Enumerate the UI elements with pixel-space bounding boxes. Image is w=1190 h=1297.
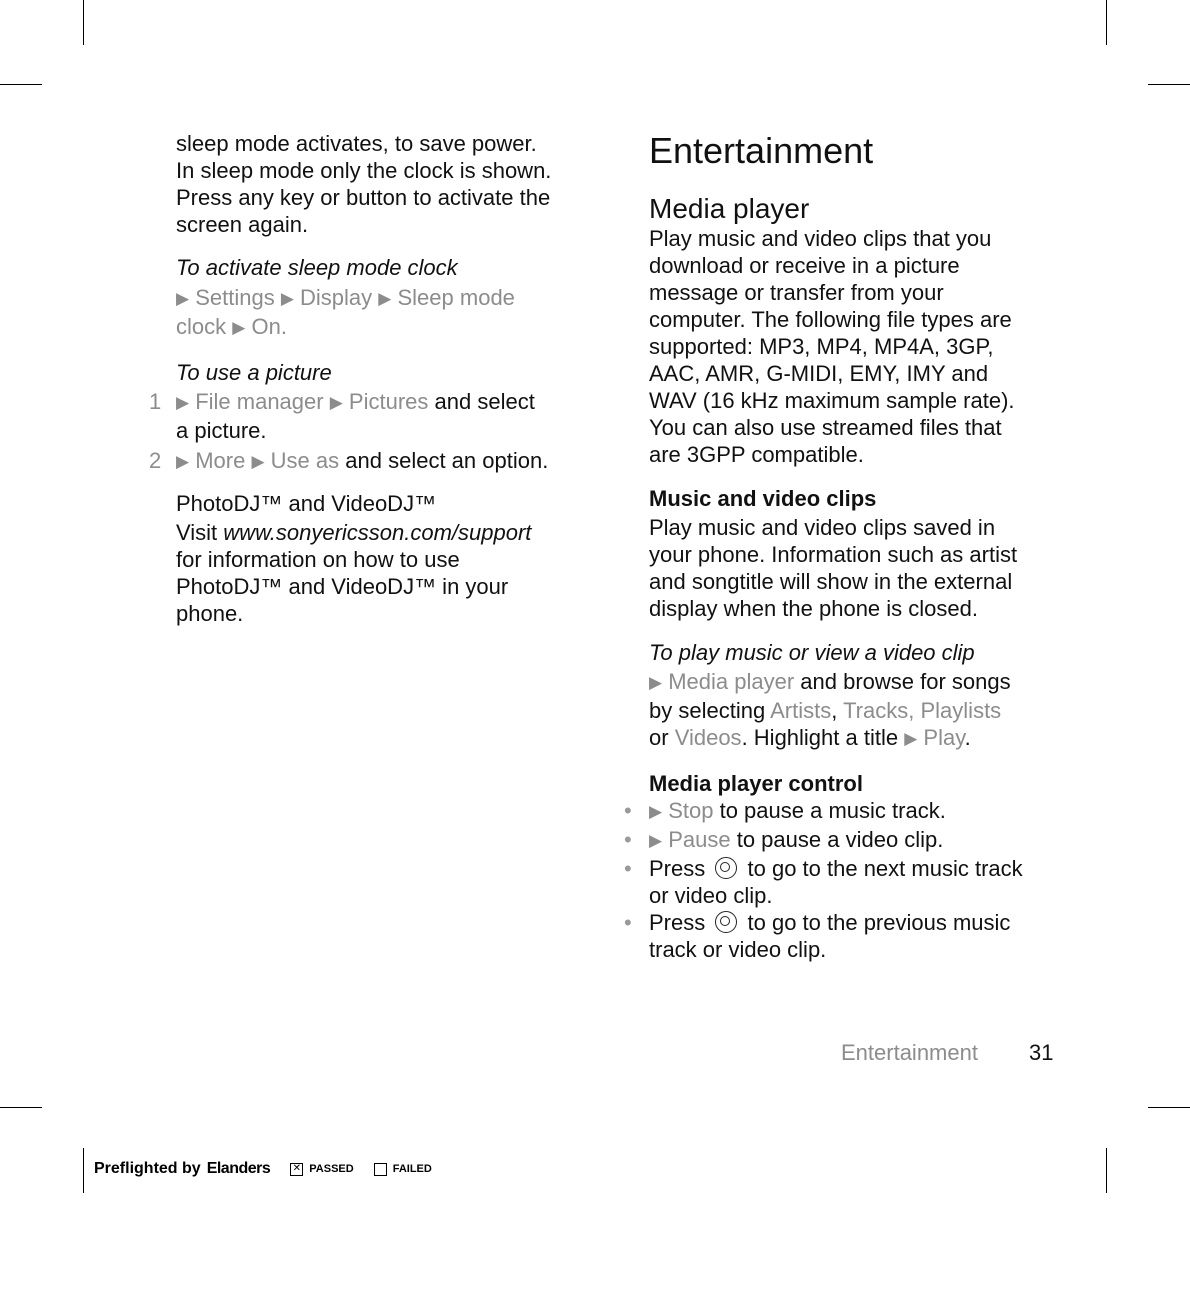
menu-media-player: Media player	[668, 669, 795, 694]
bullet-icon: •	[624, 910, 632, 935]
crop-mark	[83, 0, 84, 45]
control-item: • Press to go to the next music track or video clip.	[624, 856, 1023, 908]
menu-artists: Artists	[770, 698, 832, 723]
bullet-icon: •	[624, 798, 632, 823]
step-number: 1	[149, 389, 162, 414]
failed-checkbox	[374, 1163, 387, 1176]
menu-pause: Pause	[668, 827, 731, 852]
bullet-icon: •	[624, 856, 632, 881]
navigation-key-right-icon	[715, 857, 737, 879]
menu-use-as: Use as	[270, 448, 340, 473]
passed-label: PASSED	[309, 1163, 354, 1175]
arrow-icon: ▶	[280, 289, 294, 308]
bullet-icon: •	[624, 827, 632, 852]
menu-videos: Videos	[674, 725, 742, 750]
menu-more: More	[195, 448, 246, 473]
control-item: • ▶ Pause to pause a video clip.	[624, 827, 944, 852]
right-column	[624, 130, 1069, 963]
menu-sleep-mode: Sleep mode	[397, 285, 515, 310]
menu-display: Display	[300, 285, 373, 310]
menu-on: On	[251, 314, 281, 339]
arrow-icon: ▶	[232, 318, 246, 337]
passed-checkbox: ✕	[290, 1163, 303, 1176]
elanders-logo: Elanders	[206, 1160, 271, 1177]
menu-play: Play	[923, 725, 965, 750]
photodj-heading: PhotoDJ™ and VideoDJ™	[176, 491, 437, 516]
arrow-icon: ▶	[649, 831, 663, 850]
crop-mark	[0, 84, 42, 85]
picture-procedure-title: To use a picture	[176, 360, 332, 385]
crop-mark	[1106, 0, 1107, 45]
menu-file-manager: File manager	[195, 389, 324, 414]
menu-tracks: Tracks	[843, 698, 909, 723]
sleep-procedure-title: To activate sleep mode clock	[176, 255, 458, 280]
preflight-stamp	[94, 1160, 432, 1178]
arrow-icon: ▶	[176, 452, 190, 471]
play-procedure-body: ▶ Media player and browse for songs by selecting Artists, Tracks, Playlists or Videos. Highlight a title ▶ Play.	[649, 669, 1011, 750]
crop-mark	[1106, 1148, 1107, 1193]
control-item: • ▶ Stop to pause a music track.	[624, 798, 946, 823]
step-item: 2 ▶ More ▶ Use as and select an option.	[149, 448, 549, 473]
photodj-paragraph: Visit www.sonyericsson.com/support for information on how to use PhotoDJ™ and VideoDJ™ in your phone.	[176, 520, 532, 626]
crop-mark	[1148, 1107, 1190, 1108]
navigation-key-left-icon	[715, 911, 737, 933]
arrow-icon: ▶	[649, 673, 663, 692]
clips-paragraph: Play music and video clips saved in your phone. Information such as artist and songtitle will show in the external display when the phone is closed.	[649, 515, 1018, 621]
crop-mark	[1148, 84, 1190, 85]
play-procedure-title: To play music or view a video clip	[649, 640, 975, 665]
support-link[interactable]: www.sonyericsson.com/support	[223, 520, 532, 545]
preflight-label: Preflighted by	[94, 1160, 201, 1177]
arrow-icon: ▶	[329, 393, 343, 412]
footer-section-name: Entertainment	[841, 1040, 978, 1065]
control-item: • Press to go to the previous music track or video clip.	[624, 910, 1011, 962]
sleep-procedure-path: ▶ Settings ▶ Display ▶ Sleep mode clock ▶ On.	[176, 285, 515, 339]
clips-heading: Music and video clips	[649, 486, 877, 511]
arrow-icon: ▶	[649, 802, 663, 821]
intro-paragraph: sleep mode activates, to save power. In sleep mode only the clock is shown. Press any key or button to activate the screen again.	[176, 131, 552, 237]
page-number: 31	[1029, 1040, 1054, 1065]
menu-settings: Settings	[195, 285, 275, 310]
arrow-icon: ▶	[904, 729, 918, 748]
arrow-icon: ▶	[176, 393, 190, 412]
section-title: Media player	[649, 193, 810, 224]
menu-pictures: Pictures	[348, 389, 429, 414]
step-item: 1 ▶ File manager ▶ Pictures and select a picture.	[149, 389, 535, 443]
chapter-title: Entertainment	[649, 130, 874, 171]
menu-playlists: Playlists	[920, 698, 1002, 723]
arrow-icon: ▶	[176, 289, 190, 308]
failed-label: FAILED	[392, 1163, 432, 1175]
crop-mark	[0, 1107, 42, 1108]
control-list	[624, 797, 1069, 963]
picture-steps	[149, 388, 596, 476]
media-player-paragraph: Play music and video clips that you download or receive in a picture message or transfer from your computer. The following file types are supported: MP3, MP4, MP4A, 3GP, AAC, AMR, G-MIDI, EMY, IMY and WAV (16 kHz maximum sample rate). You can also use streamed files that are 3GPP compatible.	[649, 226, 1015, 467]
menu-clock: clock	[176, 314, 227, 339]
crop-mark	[83, 1148, 84, 1193]
left-column	[149, 130, 596, 627]
arrow-icon: ▶	[251, 452, 265, 471]
control-heading: Media player control	[649, 771, 863, 796]
step-number: 2	[149, 448, 162, 473]
arrow-icon: ▶	[378, 289, 392, 308]
menu-stop: Stop	[668, 798, 714, 823]
